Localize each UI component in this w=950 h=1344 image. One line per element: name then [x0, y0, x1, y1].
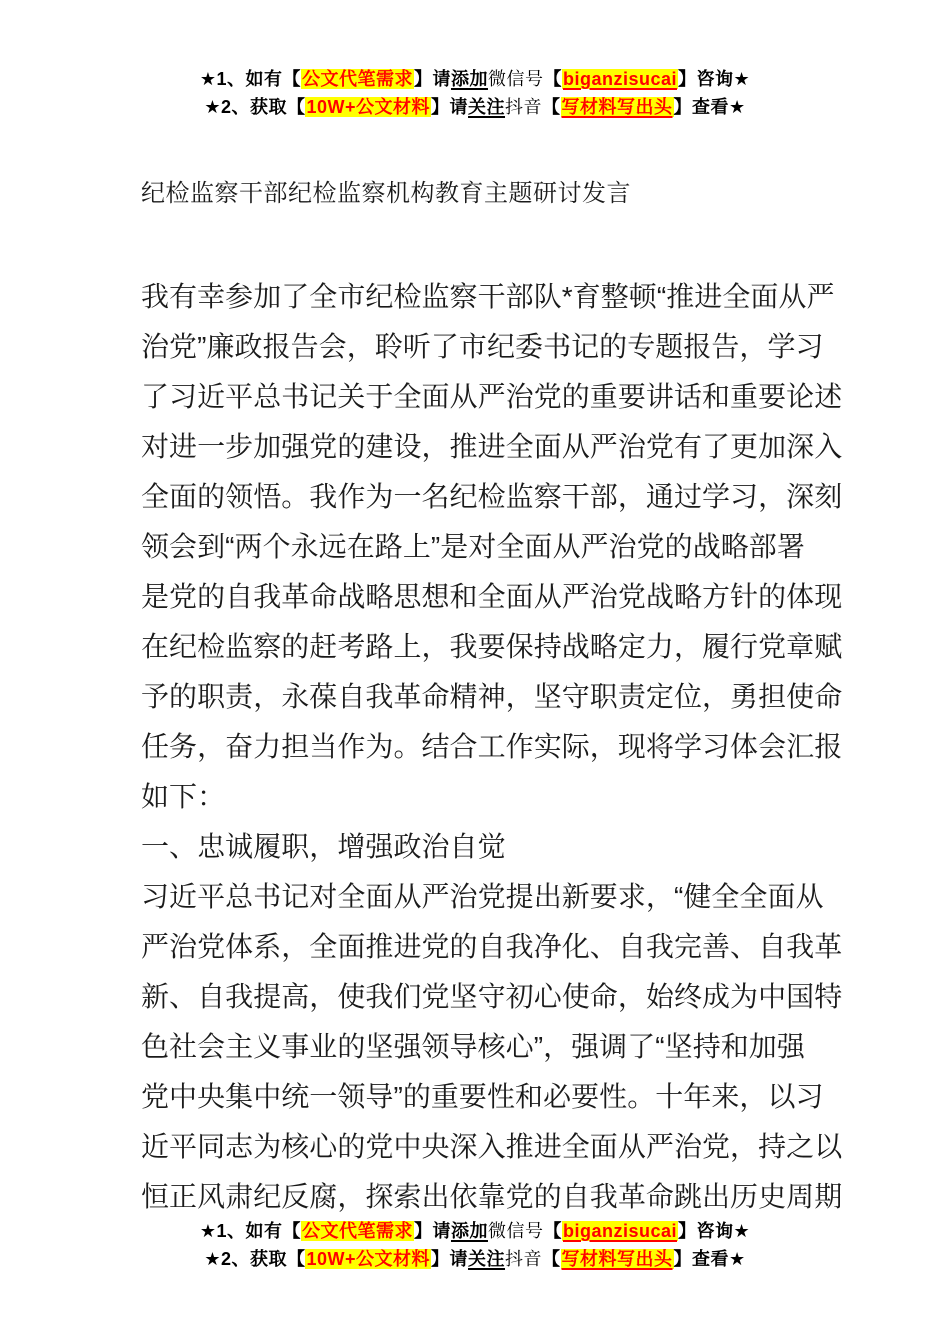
promo-text: 】查看★ — [673, 97, 746, 117]
promo-text: 抖音 — [505, 97, 543, 117]
underlined-action-follow: 关注 — [468, 1249, 506, 1269]
promo-text: 】请 — [413, 69, 451, 89]
highlight-keyword-materials: 10W+公文材料 — [306, 97, 431, 117]
text-line: 恒正风肃纪反腐，探索出依靠党的自我革命跳出历史周期 — [141, 1181, 843, 1212]
douyin-account-name: 写材料写出头 — [561, 1249, 673, 1269]
wechat-id: biganzisucai — [562, 69, 678, 89]
promo-text: 【 — [543, 1221, 562, 1241]
text-line: 如下： — [141, 781, 226, 812]
paragraph-1 — [141, 272, 850, 822]
promo-text: 【 — [543, 69, 562, 89]
text-line: 全面的领悟。我作为一名纪检监察干部，通过学习，深刻 — [141, 481, 843, 512]
promo-text: 微信号 — [487, 1221, 544, 1241]
underlined-action-follow: 关注 — [468, 97, 506, 117]
promo-text: 【 — [542, 97, 561, 117]
highlight-keyword-writing-service: 公文代笔需求 — [301, 1221, 413, 1241]
text-line: 色社会主义事业的坚强领导核心”，强调了“坚持和加强 — [141, 1031, 805, 1062]
promo-text: 】咨询★ — [678, 69, 751, 89]
text-line: 任务，奋力担当作为。结合工作实际，现将学习体会汇报 — [141, 731, 843, 762]
text-line: 我有幸参加了全市纪检监察干部队*育整顿“推进全面从严 — [141, 281, 835, 312]
promo-text: ★2、获取【 — [204, 97, 306, 117]
paragraph-2 — [141, 872, 850, 1222]
highlight-keyword-writing-service: 公文代笔需求 — [301, 69, 413, 89]
text-line: 在纪检监察的赶考路上，我要保持战略定力，履行党章赋 — [141, 631, 843, 662]
text-line: 习近平总书记对全面从严治党提出新要求，“健全全面从 — [141, 881, 824, 912]
promo-banner-bottom — [0, 1217, 950, 1273]
text-line: 予的职责，永葆自我革命精神，坚守职责定位，勇担使命 — [141, 681, 843, 712]
text-line: 了习近平总书记关于全面从严治党的重要讲话和重要论述 — [141, 381, 843, 412]
promo-text: 】查看★ — [673, 1249, 746, 1269]
text-line: 治党”廉政报告会，聆听了市纪委书记的专题报告，学习 — [141, 331, 824, 362]
promo-line-2 — [0, 1245, 950, 1273]
promo-line-1 — [0, 65, 950, 93]
promo-text: 】请 — [431, 1249, 469, 1269]
text-line: 近平同志为核心的党中央深入推进全面从严治党，持之以 — [141, 1131, 843, 1162]
promo-text: 】请 — [413, 1221, 451, 1241]
highlight-keyword-materials: 10W+公文材料 — [306, 1249, 431, 1269]
promo-text: 微信号 — [487, 69, 544, 89]
promo-text: 】请 — [431, 97, 469, 117]
promo-text: 】咨询★ — [678, 1221, 751, 1241]
document-body — [141, 272, 850, 1222]
underlined-action-add: 添加 — [450, 1221, 488, 1241]
douyin-account-name: 写材料写出头 — [561, 97, 673, 117]
text-line: 严治党体系，全面推进党的自我净化、自我完善、自我革 — [141, 931, 843, 962]
promo-line-1 — [0, 1217, 950, 1245]
section-heading — [141, 822, 850, 872]
wechat-id: biganzisucai — [562, 1221, 678, 1241]
underlined-action-add: 添加 — [450, 69, 488, 89]
text-line: 对进一步加强党的建设，推进全面从严治党有了更加深入 — [141, 431, 843, 462]
promo-text: 【 — [542, 1249, 561, 1269]
text-line: 是党的自我革命战略思想和全面从严治党战略方针的体现 — [141, 581, 843, 612]
promo-text: ★1、如有【 — [199, 1221, 301, 1241]
text-line: 新、自我提高，使我们党坚守初心使命，始终成为中国特 — [141, 981, 843, 1012]
text-line: 领会到“两个永远在路上”是对全面从严治党的战略部署 — [141, 531, 805, 562]
promo-text: ★1、如有【 — [199, 69, 301, 89]
section-heading-text: 一、忠诚履职，增强政治自觉 — [141, 831, 506, 862]
promo-line-2 — [0, 93, 950, 121]
promo-text: 抖音 — [505, 1249, 543, 1269]
promo-banner-top — [0, 0, 950, 121]
promo-text: ★2、获取【 — [204, 1249, 306, 1269]
text-line: 党中央集中统一领导”的重要性和必要性。十年来，以习 — [141, 1081, 824, 1112]
document-title: 纪检监察干部纪检监察机构教育主题研讨发言 — [141, 180, 631, 207]
